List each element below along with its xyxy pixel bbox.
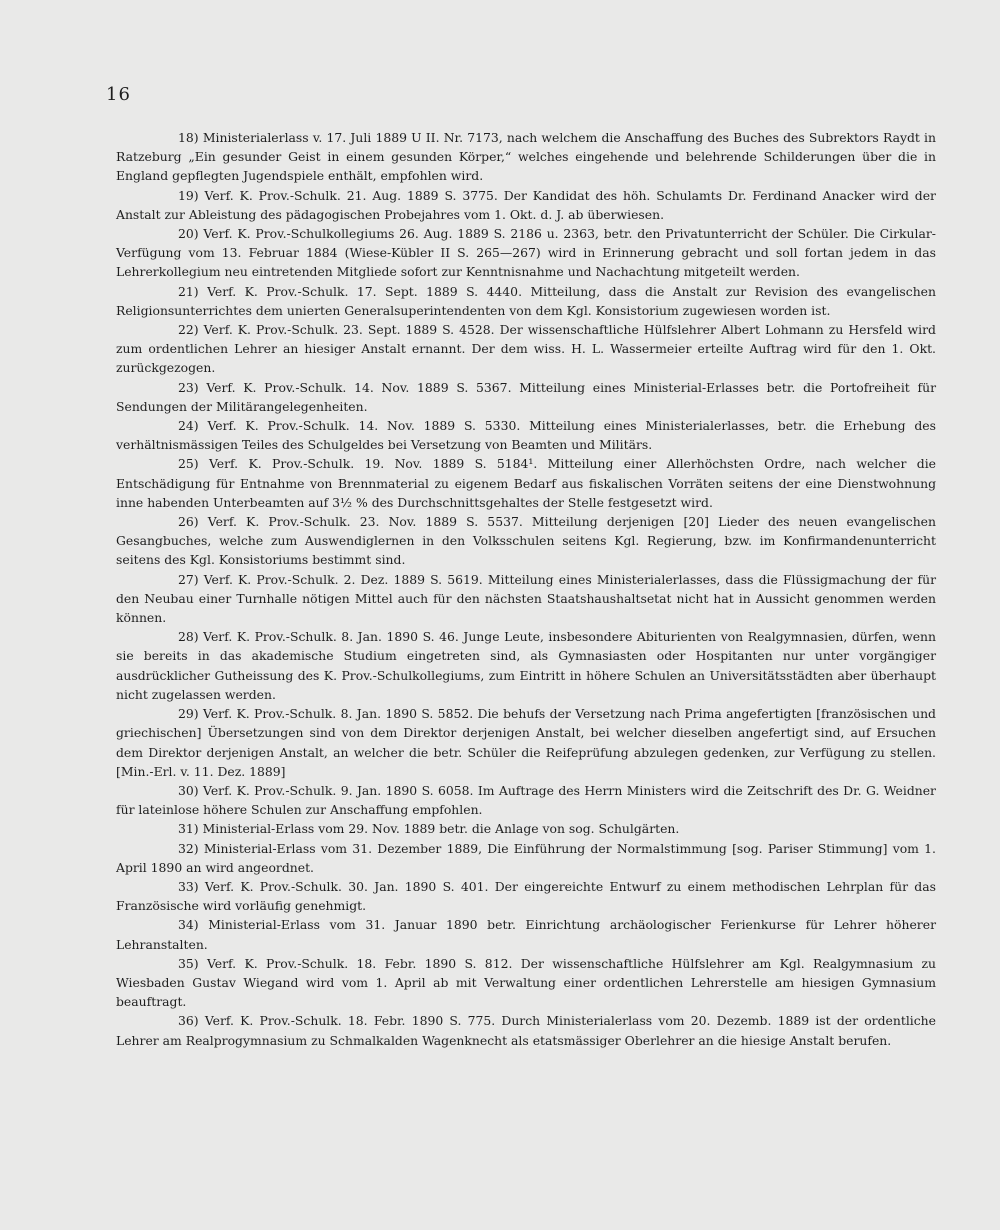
entry-number: 18) xyxy=(178,130,199,145)
entry-text: Verf. K. Prov.-Schulk. 19. Nov. 1889 S. 5184¹. Mitteilung einer Allerhöchsten Ordre, nach welcher die Entschädigung für Entnahme von Brennmaterial zu eigenem Bedarf aus fiskalischen Vorräten seitens der eine Dienstwohnung inne habenden Unterbeamten auf 3½ % des Durchschnittsgehaltes der Stelle festgesetzt wird. xyxy=(116,456,936,510)
entry-19 xyxy=(116,186,936,224)
entry-text: Verf. K. Prov.-Schulk. 18. Febr. 1890 S. 812. Der wissenschaftliche Hülfslehrer am Kgl. Realgymnasium zu Wiesbaden Gustav Wiegand wird vom 1. April ab mit Verwaltung einer ordentlichen Lehrerstelle am hiesigen Gymnasium beauftragt. xyxy=(116,955,936,1010)
entry-text: Verf. K. Prov.-Schulk. 17. Sept. 1889 S. 4440. Mitteilung, dass die Anstalt zur Revision des evangelischen Religionsunterrichtes dem unierten Generalsuperintendenten von dem Kgl. Konsistorium zugewiesen worden ist. xyxy=(116,283,936,318)
entry-number: 29) xyxy=(178,706,199,722)
entry-number: 31) xyxy=(178,821,199,837)
entry-33 xyxy=(116,877,936,915)
entry-number: 33) xyxy=(178,878,199,894)
entry-24 xyxy=(116,416,936,454)
entry-text: Verf. K. Prov.-Schulk. 9. Jan. 1890 S. 6058. Im Auftrage des Herrn Ministers wird die Zeitschrift des Dr. G. Weidner für lateinlose höhere Schulen zur Anschaffung empfohlen. xyxy=(116,782,936,818)
entry-text: Verf. K. Prov.-Schulk. 21. Aug. 1889 S. 3775. Der Kandidat des höh. Schulamts Dr. Ferdinand Anacker wird der Anstalt zur Ableistung des pädagogischen Probejahres vom 1. Okt. d. J. ab überwiesen. xyxy=(116,187,936,222)
entry-number: 36) xyxy=(178,1013,199,1029)
entry-text: Ministerial-Erlass vom 31. Dezember 1889, Die Einführung der Normalstimmung [sog. Pariser Stimmung] vom 1. April 1890 an wird angeordnet. xyxy=(116,840,936,875)
entry-23 xyxy=(116,378,936,416)
entry-number: 23) xyxy=(178,379,199,395)
entry-number: 30) xyxy=(178,782,199,798)
entry-number: 22) xyxy=(178,322,199,338)
entry-number: 27) xyxy=(178,571,199,587)
entry-text: Verf. K. Prov.-Schulk. 14. Nov. 1889 S. 5330. Mitteilung eines Ministerialerlasses, betr. die Erhebung des verhältnismässigen Teiles des Schulgeldes bei Versetzung von Beamten und Militärs. xyxy=(116,418,936,453)
entry-21 xyxy=(116,282,936,320)
entry-29 xyxy=(116,704,936,781)
entry-text: Ministerial-Erlass vom 29. Nov. 1889 betr. die Anlage von sog. Schulgärten. xyxy=(202,821,680,837)
entry-number: 19) xyxy=(178,187,199,203)
entry-text: Ministerialerlass v. 17. Juli 1889 U II. Nr. 7173, nach welchem die Anschaffung des Buches des Subrektors Raydt in Ratzeburg „Ein gesunder Geist in einem gesunden Körper,“ welches eingehende und belehrende Schilderungen über die in England gepflegten Jugendspiele enthält, empfohlen wird. xyxy=(116,130,936,184)
entry-26 xyxy=(116,512,936,570)
entry-text: Verf. K. Prov.-Schulk. 8. Jan. 1890 S. 5852. Die behufs der Versetzung nach Prima angefertigten [französischen und griechischen] Übersetzungen sind von dem Direktor derjenigen Anstalt, bei welcher dieselben angefertigt sind, auf Ersuchen dem Direktor derjenigen Anstalt, an welcher die betr. Schüler die Reifeprüfung abzulegen gedenken, zur Verfügung zu stellen. [Min.-Erl. v. 11. Dez. 1889] xyxy=(116,706,936,779)
entry-number: 21) xyxy=(178,283,199,299)
entry-text: Verf. K. Prov.-Schulk. 18. Febr. 1890 S. 775. Durch Ministerialerlass vom 20. Dezemb. 1889 ist der ordentliche Lehrer am Realprogymnasium zu Schmalkalden Wagenknecht als etatsmässiger Oberlehrer an die hiesige Anstalt berufen. xyxy=(116,1013,936,1048)
entry-34 xyxy=(116,915,936,953)
entry-text: Verf. K. Prov.-Schulkollegiums 26. Aug. 1889 S. 2186 u. 2363, betr. den Privatunterricht der Schüler. Die Cirkular-Verfügung vom 13. Februar 1884 (Wiese-Kübler II S. 265—267) wird in Erinnerung gebracht und soll fortan jedem in das Lehrerkollegium neu eintretenden Mitgliede sofort zur Kenntnisnahme und Nachachtung mitgeteilt werden. xyxy=(116,226,936,280)
entry-28 xyxy=(116,627,936,704)
entry-22 xyxy=(116,320,936,378)
entry-number: 20) xyxy=(178,226,199,242)
entry-text: Verf. K. Prov.-Schulk. 23. Nov. 1889 S. 5537. Mitteilung derjenigen [20] Lieder des neuen evangelischen Gesangbuches, welche zum Auswendiglernen in den Volksschulen seitens Kgl. Regierung, bzw. im Konfirmandenunterricht seitens des Kgl. Konsistoriums bestimmt sind. xyxy=(116,514,936,568)
entry-number: 32) xyxy=(178,840,199,856)
entry-36 xyxy=(116,1011,936,1049)
entry-list xyxy=(116,128,936,1050)
entry-25 xyxy=(116,454,936,512)
entry-31 xyxy=(116,819,936,838)
entry-number: 35) xyxy=(178,955,199,971)
entry-text: Verf. K. Prov.-Schulk. 14. Nov. 1889 S. 5367. Mitteilung eines Ministerial-Erlasses betr. die Portofreiheit für Sendungen der Militärangelegenheiten. xyxy=(116,379,936,414)
entry-30 xyxy=(116,781,936,819)
entry-27 xyxy=(116,570,936,628)
entry-text: Verf. K. Prov.-Schulk. 23. Sept. 1889 S. 4528. Der wissenschaftliche Hülfslehrer Albert Lohmann zu Hersfeld wird zum ordentlichen Lehrer an hiesiger Anstalt ernannt. Der dem wiss. H. L. Wassermeier erteilte Auftrag wird für den 1. Okt. zurückgezogen. xyxy=(116,322,936,376)
entry-number: 26) xyxy=(178,514,199,530)
entry-text: Verf. K. Prov.-Schulk. 8. Jan. 1890 S. 46. Junge Leute, insbesondere Abiturienten von Realgymnasien, dürfen, wenn sie bereits in das akademische Studium eingetreten sind, als Gymnasiasten oder Hospitanten nur unter vorgängiger ausdrücklicher Gutheissung des K. Prov.-Schulkollegiums, zum Eintritt in höhere Schulen an Universitätsstädten aber überhaupt nicht zugelassen werden. xyxy=(116,629,936,702)
entry-35 xyxy=(116,954,936,1012)
entry-20 xyxy=(116,224,936,282)
entry-number: 28) xyxy=(178,629,199,645)
entry-text: Ministerial-Erlass vom 31. Januar 1890 betr. Einrichtung archäologischer Ferienkurse für Lehrer höherer Lehranstalten. xyxy=(116,917,936,952)
page-number: 16 xyxy=(106,84,131,105)
entry-number: 24) xyxy=(178,418,199,434)
entry-text: Verf. K. Prov.-Schulk. 2. Dez. 1889 S. 5619. Mitteilung eines Ministerialerlasses, dass die Flüssigmachung der für den Neubau einer Turnhalle nötigen Mittel auch für den nächsten Staatshaushaltsetat nicht hat in Aussicht genommen werden können. xyxy=(116,571,936,626)
entry-18 xyxy=(116,128,936,186)
entry-32 xyxy=(116,839,936,877)
entry-text: Verf. K. Prov.-Schulk. 30. Jan. 1890 S. 401. Der eingereichte Entwurf zu einem methodischen Lehrplan für das Französische wird vorläufig genehmigt. xyxy=(116,878,936,914)
entry-number: 34) xyxy=(178,917,199,933)
entry-number: 25) xyxy=(178,456,199,472)
